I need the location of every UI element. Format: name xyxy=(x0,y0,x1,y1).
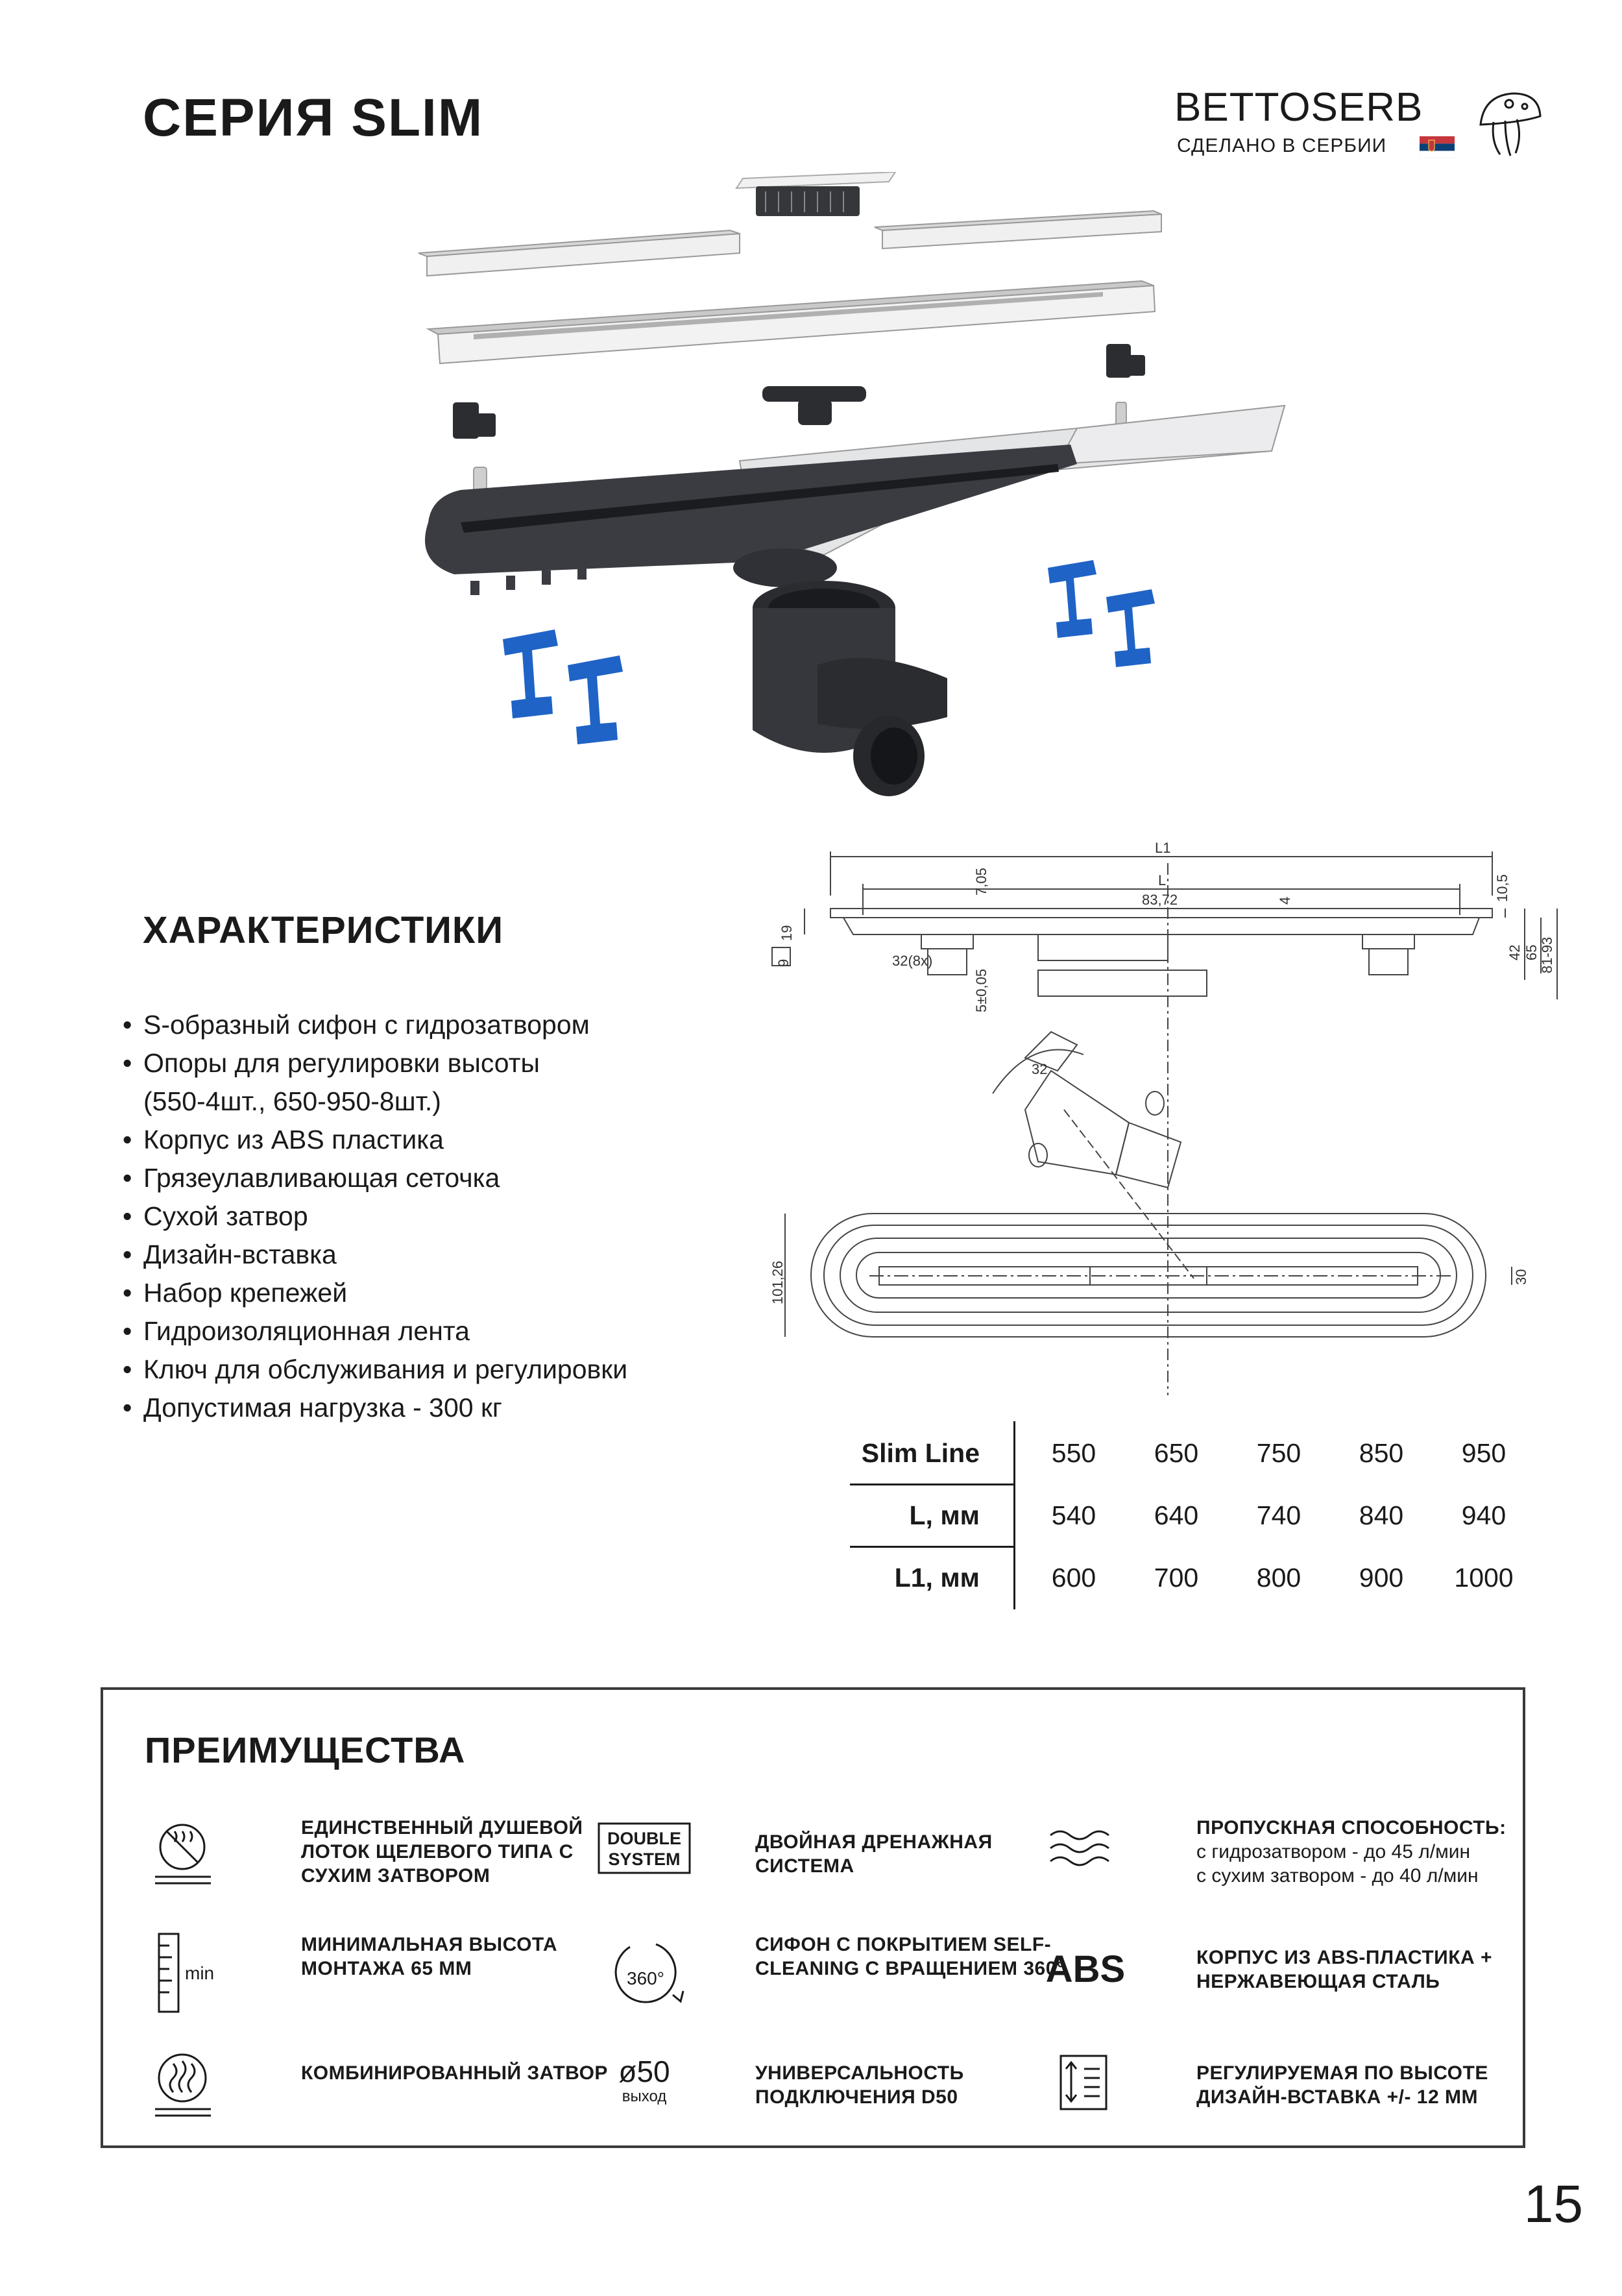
abs-icon-text: ABS xyxy=(1045,1948,1126,1990)
advantage-title: УНИВЕРСАЛЬНОСТЬ ПОДКЛЮЧЕНИЯ D50 xyxy=(755,2062,964,2108)
d50-outlet-icon xyxy=(596,2047,707,2138)
table-row-header: L, мм xyxy=(909,1500,980,1530)
page-number: 15 xyxy=(1523,2175,1583,2234)
feature-item: • Набор крепежей xyxy=(120,1274,769,1312)
brand-tagline: СДЕЛАНО В СЕРБИИ xyxy=(1177,135,1387,156)
side-view-drawing xyxy=(772,851,1557,1395)
table-cell: 550 xyxy=(1051,1438,1096,1468)
advantage-title: МИНИМАЛЬНАЯ ВЫСОТА МОНТАЖА 65 ММ xyxy=(301,1934,558,1979)
dim-65-label: 65 xyxy=(1523,944,1540,960)
advantage-title: ПРОПУСКНАЯ СПОСОБНОСТЬ: xyxy=(1196,1817,1507,1838)
dim-705-label: 7,05 xyxy=(973,868,989,896)
no-water-icon xyxy=(142,1813,252,1904)
advantage-text xyxy=(301,1816,638,1888)
double-system-icon xyxy=(596,1813,707,1904)
feature-item-continuation: (550-4шт., 650-950-8шт.) xyxy=(143,1086,441,1116)
table-cell: 540 xyxy=(1051,1500,1096,1530)
grate-clip-part xyxy=(736,172,895,216)
rotate-360-icon xyxy=(596,1930,707,2021)
product-exploded-illustration xyxy=(402,172,1311,814)
combined-seal-icon xyxy=(142,2047,252,2138)
short-grate-left-part xyxy=(418,230,740,276)
advantage-item xyxy=(142,1930,596,2021)
serbia-flag-icon xyxy=(1420,136,1455,158)
advantage-title: ДВОЙНАЯ ДРЕНАЖНАЯ СИСТЕМА xyxy=(755,1831,993,1877)
feature-item: • Грязеулавливающая сеточка xyxy=(120,1159,769,1197)
features-list xyxy=(120,1006,769,1427)
advantage-text xyxy=(1196,1946,1560,1994)
advantage-title: СИФОН С ПОКРЫТИЕМ SELF-CLEANING С ВРАЩЕНИЕМ 360° xyxy=(755,1934,1065,1979)
advantage-text xyxy=(301,1933,638,1981)
rotate-360-icon-text: 360° xyxy=(627,1968,664,1988)
advantage-item xyxy=(1037,2047,1492,2138)
feature-item: • Гидроизоляционная лента xyxy=(120,1312,769,1350)
characteristics-heading: ХАРАКТЕРИСТИКИ xyxy=(143,909,504,951)
dim-l-label: L xyxy=(1158,872,1167,888)
d50-icon-text: ø50 xyxy=(618,2055,670,2088)
design-insert-part xyxy=(428,281,1155,363)
table-row-header: Slim Line xyxy=(861,1438,980,1468)
advantage-title: ЕДИНСТВЕННЫЙ ДУШЕВОЙ ЛОТОК ЩЕЛЕВОГО ТИПА С СУХИМ ЗАТВОРОМ xyxy=(301,1817,583,1887)
dim-42-label: 42 xyxy=(1507,944,1523,960)
table-cell: 1000 xyxy=(1454,1563,1514,1593)
feature-item: • S-образный сифон с гидрозатвором xyxy=(120,1006,769,1044)
advantage-item xyxy=(142,2047,608,2138)
d50-icon-subtext: выход xyxy=(622,2088,667,2105)
dim-5-label: 5±0,05 xyxy=(973,968,989,1012)
advantage-text xyxy=(1196,1816,1560,1888)
ruler-min-icon xyxy=(142,1930,252,2021)
abs-icon xyxy=(1037,1930,1148,2021)
table-cell: 900 xyxy=(1359,1563,1404,1593)
table-cell: 700 xyxy=(1154,1563,1199,1593)
double-system-icon-text: DOUBLE xyxy=(607,1829,681,1848)
advantage-item xyxy=(1037,1813,1507,1904)
table-cell: 840 xyxy=(1359,1500,1404,1530)
dim-19-label: 19 xyxy=(779,925,795,941)
advantage-item xyxy=(596,2047,1050,2138)
dim-32-label: 32 xyxy=(1032,1061,1048,1077)
size-table xyxy=(830,1421,1531,1609)
table-cell: 650 xyxy=(1154,1438,1199,1468)
end-support-parts xyxy=(453,344,1145,439)
advantage-text xyxy=(301,2061,638,2085)
table-row xyxy=(830,1546,1531,1608)
table-cell: 940 xyxy=(1461,1500,1507,1530)
ruler-min-icon-text: min xyxy=(185,1963,215,1983)
page-title: СЕРИЯ SLIM xyxy=(143,88,484,147)
advantage-title: КОМБИНИРОВАННЫЙ ЗАТВОР xyxy=(301,2062,608,2084)
dim-32x8-label: 32(8x) xyxy=(892,953,933,969)
feature-item: • Допустимая нагрузка - 300 кг xyxy=(120,1389,769,1427)
dim-4-label: 4 xyxy=(1277,896,1293,905)
feature-item: • Дизайн-вставка xyxy=(120,1236,769,1274)
brand-name: BETTOSERB xyxy=(1174,85,1423,130)
advantages-box xyxy=(101,1687,1525,2148)
advantage-text xyxy=(1196,2061,1560,2109)
advantage-item xyxy=(142,1813,596,1904)
table-cell: 740 xyxy=(1256,1500,1301,1530)
advantages-heading: ПРЕИМУЩЕСТВА xyxy=(145,1729,466,1770)
advantage-item xyxy=(1037,1930,1492,2021)
advantage-title: КОРПУС ИЗ ABS-ПЛАСТИКА + НЕРЖАВЕЮЩАЯ СТАЛЬ xyxy=(1196,1947,1493,1992)
feature-item: • Опоры для регулировки высоты xyxy=(120,1044,769,1082)
waves-icon xyxy=(1037,1813,1148,1904)
feature-item: • Ключ для обслуживания и регулировки xyxy=(120,1350,769,1389)
table-cell: 640 xyxy=(1154,1500,1199,1530)
advantage-item xyxy=(596,1930,1065,2021)
top-view-drawing xyxy=(785,1032,1512,1337)
dim-8193-label: 81-93 xyxy=(1539,936,1555,973)
height-adjust-icon xyxy=(1037,2047,1148,2138)
feature-item: • Сухой затвор xyxy=(120,1197,769,1236)
table-cell: 950 xyxy=(1461,1438,1507,1468)
table-cell: 750 xyxy=(1256,1438,1301,1468)
table-cell: 600 xyxy=(1051,1563,1096,1593)
double-system-icon-text: SYSTEM xyxy=(608,1850,681,1869)
dim-10126-label: 101,26 xyxy=(769,1260,786,1304)
dim-l1-label: L1 xyxy=(1155,840,1171,856)
advantage-title: РЕГУЛИРУЕМАЯ ПО ВЫСОТЕ ДИЗАЙН-ВСТАВКА +/- 12 ММ xyxy=(1196,2062,1488,2108)
mushroom-logo-icon xyxy=(1468,84,1545,162)
table-cell: 850 xyxy=(1359,1438,1404,1468)
advantage-subtitle: с гидрозатвором - до 45 л/мин с сухим затвором - до 40 л/мин xyxy=(1196,1841,1479,1887)
dim-105-label: 10,5 xyxy=(1494,874,1510,902)
short-grate-right-part xyxy=(875,211,1161,249)
dim-30-label: 30 xyxy=(1513,1269,1529,1285)
brand-logo xyxy=(1174,84,1538,175)
dim-83-label: 83,72 xyxy=(1142,892,1178,908)
siphon-part xyxy=(753,581,947,796)
table-row xyxy=(830,1484,1531,1546)
table-row-header: L1, мм xyxy=(894,1563,980,1593)
technical-drawing xyxy=(766,837,1590,1402)
table-row xyxy=(830,1421,1531,1484)
advantage-item xyxy=(596,1813,1050,1904)
table-cell: 800 xyxy=(1256,1563,1301,1593)
dim-9-label: 9 xyxy=(775,959,792,967)
feature-item: • Корпус из ABS пластика xyxy=(120,1121,769,1159)
